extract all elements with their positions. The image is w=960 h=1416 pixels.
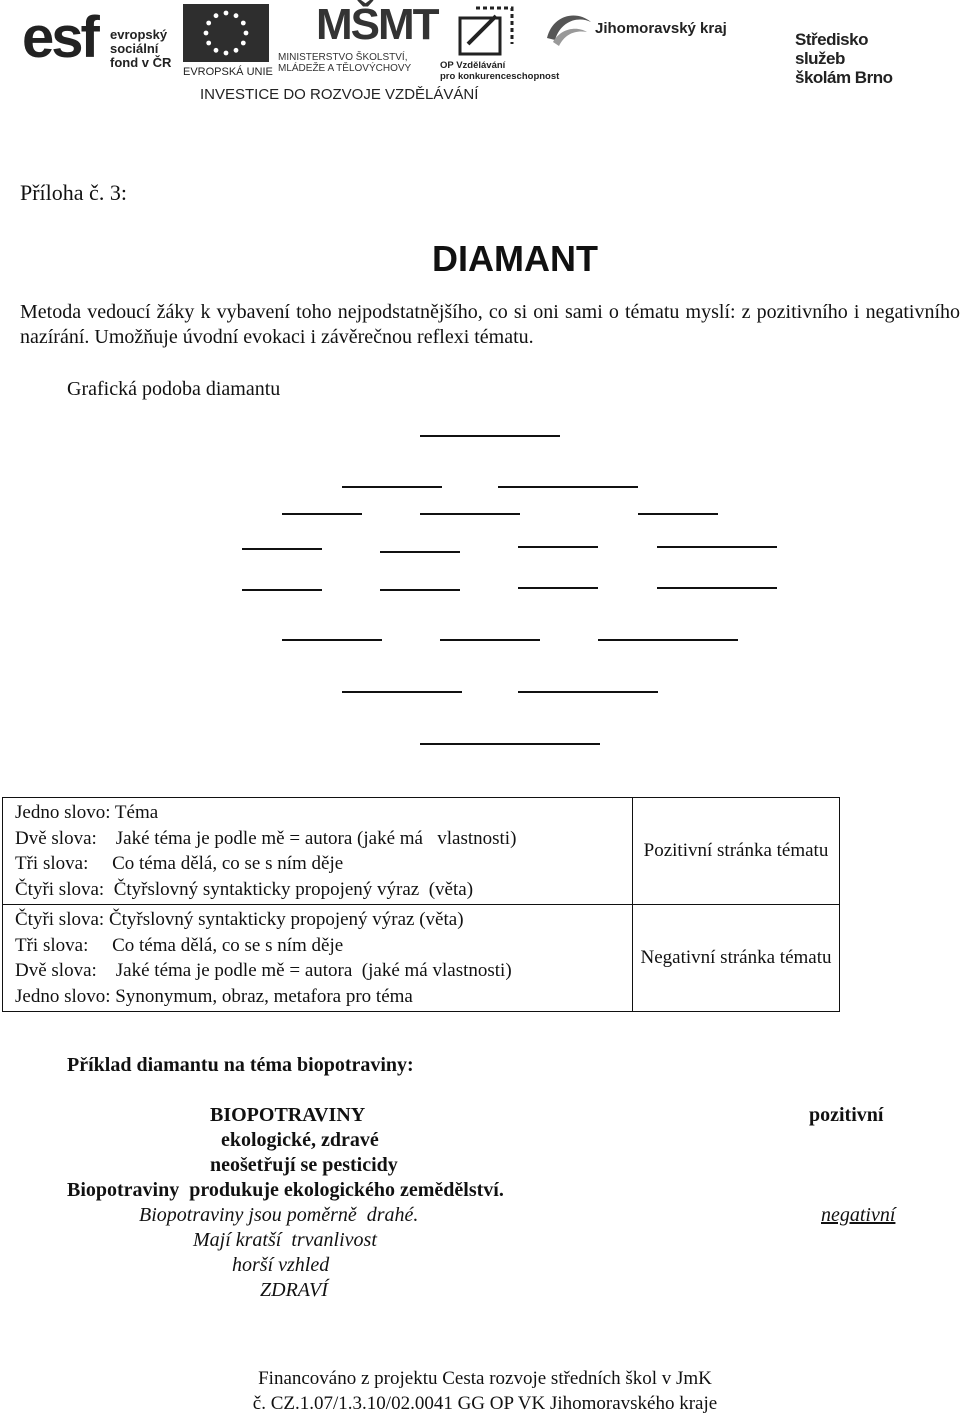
attachment-label: Příloha č. 3: xyxy=(20,180,127,205)
negative-label-cell: Negativní stránka tématu xyxy=(633,905,840,1012)
eu-label: EVROPSKÁ UNIE xyxy=(183,66,273,78)
msmt-mark: MŠMT xyxy=(316,0,438,49)
footer-line-2: č. CZ.1.07/1.3.10/02.0041 GG OP VK Jihomoravského kraje xyxy=(252,1393,718,1414)
positive-row xyxy=(3,798,840,905)
diamond-blank-line xyxy=(242,548,322,550)
msmt-text: MINISTERSTVO ŠKOLSTVÍ, MLÁDEŽE A TĚLOVÝCHOVY xyxy=(278,52,412,74)
diamond-blank-line xyxy=(242,589,322,591)
diamond-blank-line xyxy=(638,513,718,515)
diamond-blank-line xyxy=(420,513,520,515)
esf-logo xyxy=(22,6,182,82)
table-line: Tři slova: Co téma dělá, co se s ním děje xyxy=(15,853,344,874)
table-line: Čtyři slova: Čtyřslovný syntakticky propojený výraz (věta) xyxy=(15,909,464,930)
positive-rows-cell xyxy=(3,798,633,905)
diamond-blank-line xyxy=(498,486,638,488)
negative-row xyxy=(3,905,840,1012)
table-line: Jedno slovo: Téma xyxy=(15,802,159,823)
diamond-blank-line xyxy=(518,546,598,548)
table-line: Dvě slova: Jaké téma je podle mě = autora (jaké má vlastnosti) xyxy=(15,827,517,849)
eu-logo xyxy=(183,4,271,76)
ssb-logo: Středisko služeb školám Brno xyxy=(795,30,893,87)
msmt-logo xyxy=(278,2,438,76)
example-heading: Příklad diamantu na téma biopotraviny: xyxy=(67,1054,414,1076)
eu-stars-flag-icon xyxy=(183,4,269,62)
negative-side-label: negativní xyxy=(821,1204,896,1226)
diamond-blank-line xyxy=(598,639,738,641)
footer-line-1: Financováno z projektu Cesta rozvoje středních škol v JmK xyxy=(258,1368,712,1389)
diamond-structure-table xyxy=(2,797,840,1012)
diamond-blank-line xyxy=(657,546,777,548)
table-line: Dvě slova: Jaké téma je podle mě = autora (jaké má vlastnosti) xyxy=(15,960,512,981)
diamond-blank-line xyxy=(518,587,598,589)
jmk-logo xyxy=(543,8,733,48)
header-slogan: INVESTICE DO ROZVOJE VZDĚLÁVÁNÍ xyxy=(200,86,479,103)
graphic-heading: Grafická podoba diamantu xyxy=(67,378,281,400)
esf-mark: esf xyxy=(22,5,97,70)
example-line: Biopotraviny jsou poměrně drahé. xyxy=(139,1204,419,1226)
diamond-blank-line xyxy=(440,639,540,641)
table-line: Čtyři slova: Čtyřslovný syntakticky propojený výraz (věta) xyxy=(15,878,474,900)
jmk-swoosh-icon xyxy=(543,8,593,48)
example-line: BIOPOTRAVINY xyxy=(210,1104,366,1126)
jmk-label: Jihomoravský kraj xyxy=(595,20,727,37)
diamond-blank-line xyxy=(518,691,658,693)
op-vk-logo xyxy=(440,4,560,82)
diamond-blank-line xyxy=(282,513,362,515)
op-vk-icon xyxy=(456,4,516,58)
example-line: neošetřují se pesticidy xyxy=(210,1154,398,1176)
diamond-blank-line xyxy=(380,551,460,553)
table-line: Jedno slovo: Synonymum, obraz, metafora pro téma xyxy=(15,985,413,1007)
diamond-blank-line xyxy=(420,743,600,745)
footer xyxy=(0,1366,960,1416)
page-title: DIAMANT xyxy=(432,238,598,279)
intro-paragraph: Metoda vedoucí žáky k vybavení toho nejpodstatnějšího, co si oni sami o tématu myslí: z pozitivního i negativního nazírání. Umožňuje úvodní evokaci i závěrečnou reflexi tématu. xyxy=(20,301,960,348)
example-line: Biopotraviny produkuje ekologického zemědělství. xyxy=(67,1179,504,1201)
diamond-blank-line xyxy=(282,639,382,641)
positive-label-cell: Pozitivní stránka tématu xyxy=(633,798,840,905)
table-line: Tři slova: Co téma dělá, co se s ním děje xyxy=(15,934,344,956)
diamond-blank-line xyxy=(657,587,777,589)
diamond-blank-line xyxy=(342,486,442,488)
diamond-blank-line xyxy=(420,435,560,437)
diamond-blank-line xyxy=(380,589,460,591)
negative-rows-cell xyxy=(3,905,633,1012)
op-vk-text: OP Vzdělávání pro konkurenceschopnost xyxy=(440,60,560,82)
example-line: horší vzhled xyxy=(232,1254,330,1276)
positive-side-label: pozitivní xyxy=(809,1104,884,1126)
example-line: Mají kratší trvanlivost xyxy=(193,1229,377,1251)
esf-text: evropský sociální fond v ČR xyxy=(110,27,172,70)
example-line: ZDRAVÍ xyxy=(260,1279,328,1301)
example-line: ekologické, zdravé xyxy=(221,1129,379,1151)
diamond-blank-line xyxy=(342,691,462,693)
